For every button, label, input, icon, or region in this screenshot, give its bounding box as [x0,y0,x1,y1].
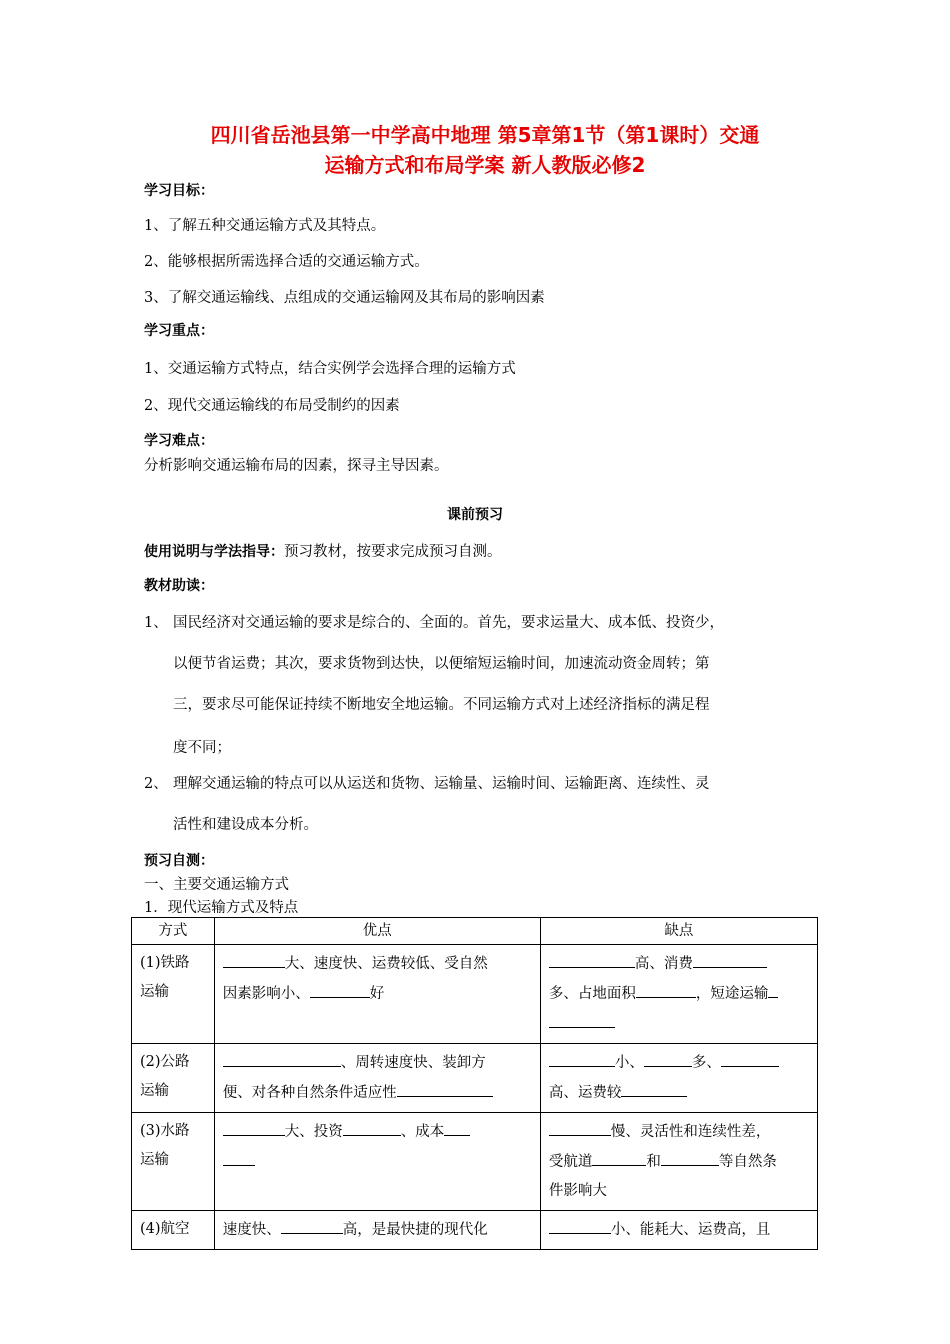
key-points-heading: 学习重点： [144,323,214,339]
fill-blank[interactable] [636,979,696,998]
guide-line [144,540,502,561]
fill-blank[interactable] [592,1147,646,1166]
objectives-heading: 学习目标： [144,183,214,199]
table-row [132,945,818,1044]
difficulties-heading: 学习难点： [144,433,214,449]
guide-label: 使用说明与学法指导： [144,544,284,560]
fill-blank[interactable] [223,1147,255,1166]
fill-blank[interactable] [223,949,285,968]
fill-blank[interactable] [549,1215,611,1234]
table-header-cell: 方式 [132,918,215,945]
transport-modes-table [131,917,818,1250]
reading-item-line: 国民经济对交通运输的要求是综合的、全面的。首先，要求运量大、成本低、投资少， [173,615,724,631]
fill-blank[interactable] [721,1048,779,1067]
table-row [132,1113,818,1211]
fill-blank[interactable] [444,1117,470,1136]
fill-blank[interactable] [343,1117,401,1136]
reading-item-line: 以便节省运费；其次，要求货物到达快，以便缩短运输时间，加速流动资金周转；第 [173,656,710,672]
fill-blank[interactable] [621,1078,687,1097]
mode-cell [132,1113,215,1211]
advantage-cell: 、周转速度快、装卸方 便、对各种自然条件适应性 [214,1044,540,1113]
objective-item: 1、了解五种交通运输方式及其特点。 [144,218,386,234]
reading-item-line: 活性和建设成本分析。 [173,817,318,833]
disadvantage-cell: 小、 多、 高、运费较 [540,1044,817,1113]
guide-text: 预习教材，按要求完成预习自测。 [284,544,502,560]
document-title-line-1: 四川省岳池县第一中学高中地理 第5章第1节（第1课时）交通 [210,123,760,147]
table-header-cell: 缺点 [540,918,817,945]
mode-name: 运输 [140,984,169,1000]
table-header-cell: 优点 [214,918,540,945]
fill-blank[interactable] [661,1147,719,1166]
reading-item-number: 2、 [144,776,168,792]
fill-blank[interactable] [223,1048,341,1067]
fill-blank[interactable] [549,1117,611,1136]
fill-blank[interactable] [281,1215,343,1234]
reading-heading: 教材助读： [144,578,214,594]
self-test-heading: 预习自测： [144,853,214,869]
advantage-cell: 大、速度快、运费较低、受自然 因素影响小、 好 [214,945,540,1044]
reading-item-number: 1、 [144,615,168,631]
mode-name: (1)铁路 [140,955,190,971]
mode-name: 运输 [140,1083,169,1099]
fill-blank[interactable] [310,979,370,998]
disadvantage-cell: 慢、灵活性和连续性差， 受航道 和 等自然条 件影响大 [540,1113,817,1211]
mode-cell [132,945,215,1044]
mode-name: (2)公路 [140,1054,190,1070]
mode-name: 运输 [140,1152,169,1168]
table-row [132,1044,818,1113]
fill-blank[interactable] [549,949,635,968]
objective-item: 3、了解交通运输线、点组成的交通运输网及其布局的影响因素 [144,290,545,306]
disadvantage-cell: 高、消费 多、占地面积 ，短途运输 [540,945,817,1044]
key-point-item: 1、交通运输方式特点，结合实例学会选择合理的运输方式 [144,361,516,377]
objective-item: 2、能够根据所需选择合适的交通运输方式。 [144,254,429,270]
fill-blank[interactable] [768,979,778,998]
advantage-cell: 速度快、 高，是最快捷的现代化 [214,1211,540,1250]
mode-name: (4)航空 [140,1221,190,1237]
self-test-section: 一、主要交通运输方式 [144,877,289,893]
reading-item-line: 理解交通运输的特点可以从运送和货物、运输量、运输时间、运输距离、连续性、灵 [173,776,710,792]
table-row [132,1211,818,1250]
self-test-subsection: 1．现代运输方式及特点 [144,900,299,916]
disadvantage-cell: 小、能耗大、运费高，且 [540,1211,817,1250]
fill-blank[interactable] [397,1078,493,1097]
key-point-item: 2、现代交通运输线的布局受制约的因素 [144,398,400,414]
fill-blank[interactable] [693,949,767,968]
fill-blank[interactable] [223,1117,285,1136]
fill-blank[interactable] [549,1048,615,1067]
difficulties-text: 分析影响交通运输布局的因素，探寻主导因素。 [144,458,449,474]
reading-item-line: 度不同； [173,740,231,756]
preview-heading: 课前预习 [447,507,503,523]
mode-cell [132,1211,215,1250]
document-title-line-2: 运输方式和布局学案 新人教版必修2 [324,153,646,177]
fill-blank[interactable] [644,1048,692,1067]
fill-blank[interactable] [549,1009,615,1028]
advantage-cell: 大、投资 、成本 [214,1113,540,1211]
mode-cell [132,1044,215,1113]
mode-name: (3)水路 [140,1123,190,1139]
reading-item-line: 三，要求尽可能保证持续不断地安全地运输。不同运输方式对上述经济指标的满足程 [173,697,710,713]
table-header-row [132,918,818,945]
